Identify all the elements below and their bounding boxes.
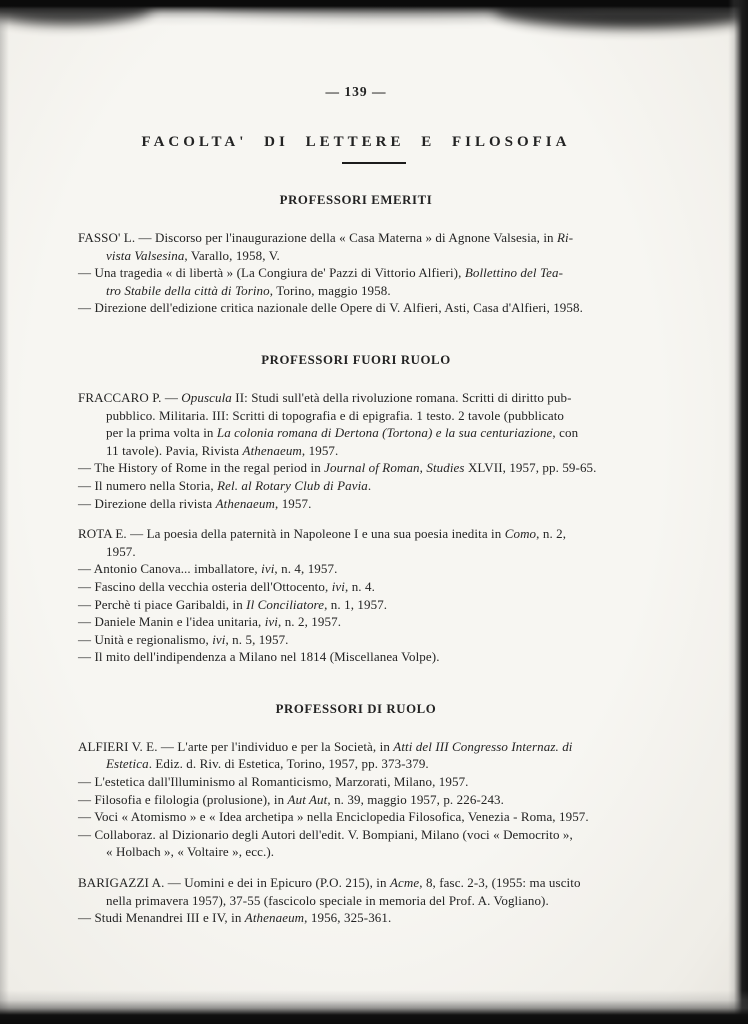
italic-text: La colonia romana di Dertona (Tortona) e la sua centuriazione [216, 425, 553, 441]
plain-text: , n. 2, [536, 526, 567, 542]
bibliography-entry [78, 560, 634, 578]
scan-edge-right [728, 0, 748, 1024]
bibliography-entry [78, 874, 634, 909]
plain-text: , n. 4. [345, 578, 375, 594]
bibliography-entry [78, 909, 634, 927]
entry-line [78, 543, 634, 561]
bibliography-entry [78, 596, 634, 614]
italic-text: vista Valsesina [106, 247, 185, 263]
entry-line [78, 247, 634, 265]
italic-text: Acme [389, 875, 420, 891]
entry-line [78, 525, 634, 543]
plain-text: , Varallo, 1958, V. [184, 247, 280, 263]
plain-text: — Direzione della rivista [78, 495, 216, 511]
plain-text: , n. 39, maggio 1957, p. 226-243. [327, 791, 504, 807]
italic-text: ivi [261, 561, 275, 577]
entry-line [78, 755, 634, 773]
plain-text: — The History of Rome in the regal period in [78, 460, 325, 476]
entry-line [78, 631, 634, 649]
italic-text: Aut Aut [287, 791, 328, 807]
plain-text: — Perchè ti piace Garibaldi, in [78, 596, 247, 612]
italic-text: Estetica [106, 756, 149, 772]
plain-text: — Il numero nella Storia, [78, 477, 218, 493]
plain-text: II: Studi sull'età della rivoluzione romana. Scritti di diritto pub- [231, 389, 572, 405]
plain-text: — Fascino della vecchia osteria dell'Ottocento, [78, 578, 332, 594]
italic-text: Il Conciliatore [246, 596, 325, 612]
plain-text: — Il mito dell'indipendenza a Milano nel 1814 (Miscellanea Volpe). [78, 649, 440, 665]
section-heading: PROFESSORI FUORI RUOLO [261, 352, 451, 367]
section-heading: PROFESSORI DI RUOLO [275, 701, 437, 716]
italic-text: Athenaeum [215, 495, 275, 511]
bibliography-entry [78, 229, 634, 264]
bibliography-entry [78, 459, 634, 477]
entry-line [78, 843, 634, 861]
entry-line [78, 424, 634, 442]
entry-line [78, 596, 634, 614]
bibliography-entry [78, 826, 634, 861]
author-group [78, 525, 634, 666]
bibliography-entry [78, 264, 634, 299]
plain-text: — L'estetica dall'Illuminismo al Romanticismo, Marzorati, Milano, 1957. [78, 774, 469, 790]
plain-text: — Daniele Manin e l'idea unitaria, [78, 614, 265, 630]
author-group [78, 738, 634, 861]
plain-text: , Torino, maggio 1958. [269, 282, 391, 298]
plain-text: , 1957. [275, 495, 312, 511]
plain-text: — Voci « Atomismo » e « Idea archetipa » nella Enciclopedia Filosofica, Venezia - Roma, 1957. [78, 809, 589, 825]
entry-line [78, 578, 634, 596]
italic-text: Bollettino del Tea- [464, 265, 563, 281]
plain-text: ROTA E. — La poesia della paternità in Napoleone I e una sua poesia inedita in [78, 526, 505, 542]
entry-line [78, 874, 634, 892]
bibliography-entry [78, 525, 634, 560]
plain-text: , 1956, 325-361. [304, 910, 392, 926]
plain-text: , n. 1, 1957. [324, 596, 388, 612]
entry-line [78, 808, 634, 826]
plain-text: BARIGAZZI A. — Uomini e dei in Epicuro (P.O. 215), in [78, 875, 390, 891]
plain-text: pubblico. Militaria. III: Scritti di topografia e di epigrafia. 1 testo. 2 tavole (pubblicato [106, 407, 565, 423]
title-rule-wrap [0, 151, 748, 164]
plain-text: , con [552, 425, 579, 441]
entry-line [78, 407, 634, 425]
section-heading: PROFESSORI EMERITI [279, 193, 433, 207]
plain-text: — Studi Menandrei III e IV, in [78, 910, 245, 926]
italic-text: ivi [212, 631, 226, 647]
author-group [78, 874, 634, 927]
italic-text: ivi [331, 578, 345, 594]
entry-line [78, 892, 634, 910]
plain-text: , n. 2, 1957. [278, 614, 342, 630]
plain-text: FASSO' L. — Discorso per l'inaugurazione della « Casa Materna » di Agnone Valsesia, in [78, 230, 558, 245]
bibliography-entry [78, 578, 634, 596]
bibliography-entry [78, 773, 634, 791]
italic-text: tro Stabile della città di Torino [106, 282, 270, 298]
plain-text: — Filosofia e filologia (prolusione), in [78, 791, 288, 807]
plain-text: XLVII, 1957, pp. 59-65. [464, 460, 597, 476]
entry-line [78, 773, 634, 791]
page-number: — 139 — [325, 84, 387, 99]
plain-text: ALFIERI V. E. — L'arte per l'individuo e per la Società, in [78, 738, 394, 754]
italic-text: Athenaeum [244, 910, 305, 926]
plain-text: , 8, fasc. 2-3, (1955: ma uscito [419, 875, 581, 891]
plain-text: — Una tragedia « di libertà » (La Congiura de' Pazzi di Vittorio Alfieri), [78, 265, 465, 281]
italic-text: Rel. al Rotary Club di Pavia [217, 477, 368, 493]
entry-line [78, 264, 634, 282]
entry-line [78, 738, 634, 756]
entry-line [78, 613, 634, 631]
italic-text: Ri- [557, 230, 574, 245]
plain-text: — Unità e regionalismo, [78, 631, 213, 647]
italic-text: Como [504, 526, 537, 542]
entry-line [78, 282, 634, 300]
plain-text: — Direzione dell'edizione critica nazionale delle Opere di V. Alfieri, Asti, Casa d'Alfieri, 1958. [78, 300, 583, 316]
entry-line [78, 229, 634, 247]
entry-line [78, 495, 634, 513]
entry-line [78, 299, 634, 317]
plain-text: FRACCARO P. — [78, 389, 182, 405]
plain-text: nella primavera 1957), 37-55 (fascicolo speciale in memoria del Prof. A. Vogliano). [106, 892, 549, 908]
bibliography-entry [78, 808, 634, 826]
entry-line [78, 648, 634, 666]
title-underline [342, 162, 406, 164]
page-title: FACOLTA' DI LETTERE E FILOSOFIA [141, 134, 571, 150]
bibliography-entry [78, 738, 634, 773]
bibliography-entry [78, 389, 634, 459]
italic-text: Opuscula [181, 389, 232, 405]
plain-text: , 1957. [301, 442, 339, 458]
scan-edge-top [0, 0, 748, 26]
bibliography-entry [78, 495, 634, 513]
entry-line [78, 477, 634, 495]
italic-text: Journal of Roman, Studies [324, 460, 465, 476]
plain-text: — Antonio Canova... imballatore, [78, 561, 262, 577]
scan-edge-left [0, 0, 9, 1024]
plain-text: , n. 4, 1957. [274, 561, 338, 577]
bibliography-entry [78, 299, 634, 317]
entry-line [78, 459, 634, 477]
plain-text: . [367, 477, 372, 493]
plain-text: 11 tavole). Pavia, Rivista [106, 442, 243, 458]
author-group [78, 229, 634, 317]
bibliography-entry [78, 477, 634, 495]
plain-text: per la prima volta in [106, 425, 217, 441]
italic-text: Athenaeum [242, 442, 302, 458]
plain-text: 1957. [106, 543, 136, 559]
bibliography-entry [78, 613, 634, 631]
entry-line [78, 791, 634, 809]
plain-text: « Holbach », « Voltaire », ecc.). [106, 844, 275, 860]
bibliography-entry [78, 631, 634, 649]
entry-line [78, 389, 634, 407]
entry-line [78, 560, 634, 578]
plain-text: . Ediz. d. Riv. di Estetica, Torino, 1957, pp. 373-379. [148, 756, 429, 772]
scan-edge-bottom [0, 990, 748, 1024]
entry-line [78, 442, 634, 460]
author-group [78, 389, 634, 512]
plain-text: , n. 5, 1957. [225, 631, 289, 647]
bibliography-entry [78, 648, 634, 666]
entry-line [78, 826, 634, 844]
bibliography-content [78, 193, 634, 927]
italic-text: Atti del III Congresso Internaz. di [393, 738, 573, 754]
entry-line [78, 909, 634, 927]
italic-text: ivi [264, 614, 278, 630]
bibliography-entry [78, 791, 634, 809]
plain-text: — Collaboraz. al Dizionario degli Autori dell'edit. V. Bompiani, Milano (voci « Democrito », [78, 826, 573, 842]
